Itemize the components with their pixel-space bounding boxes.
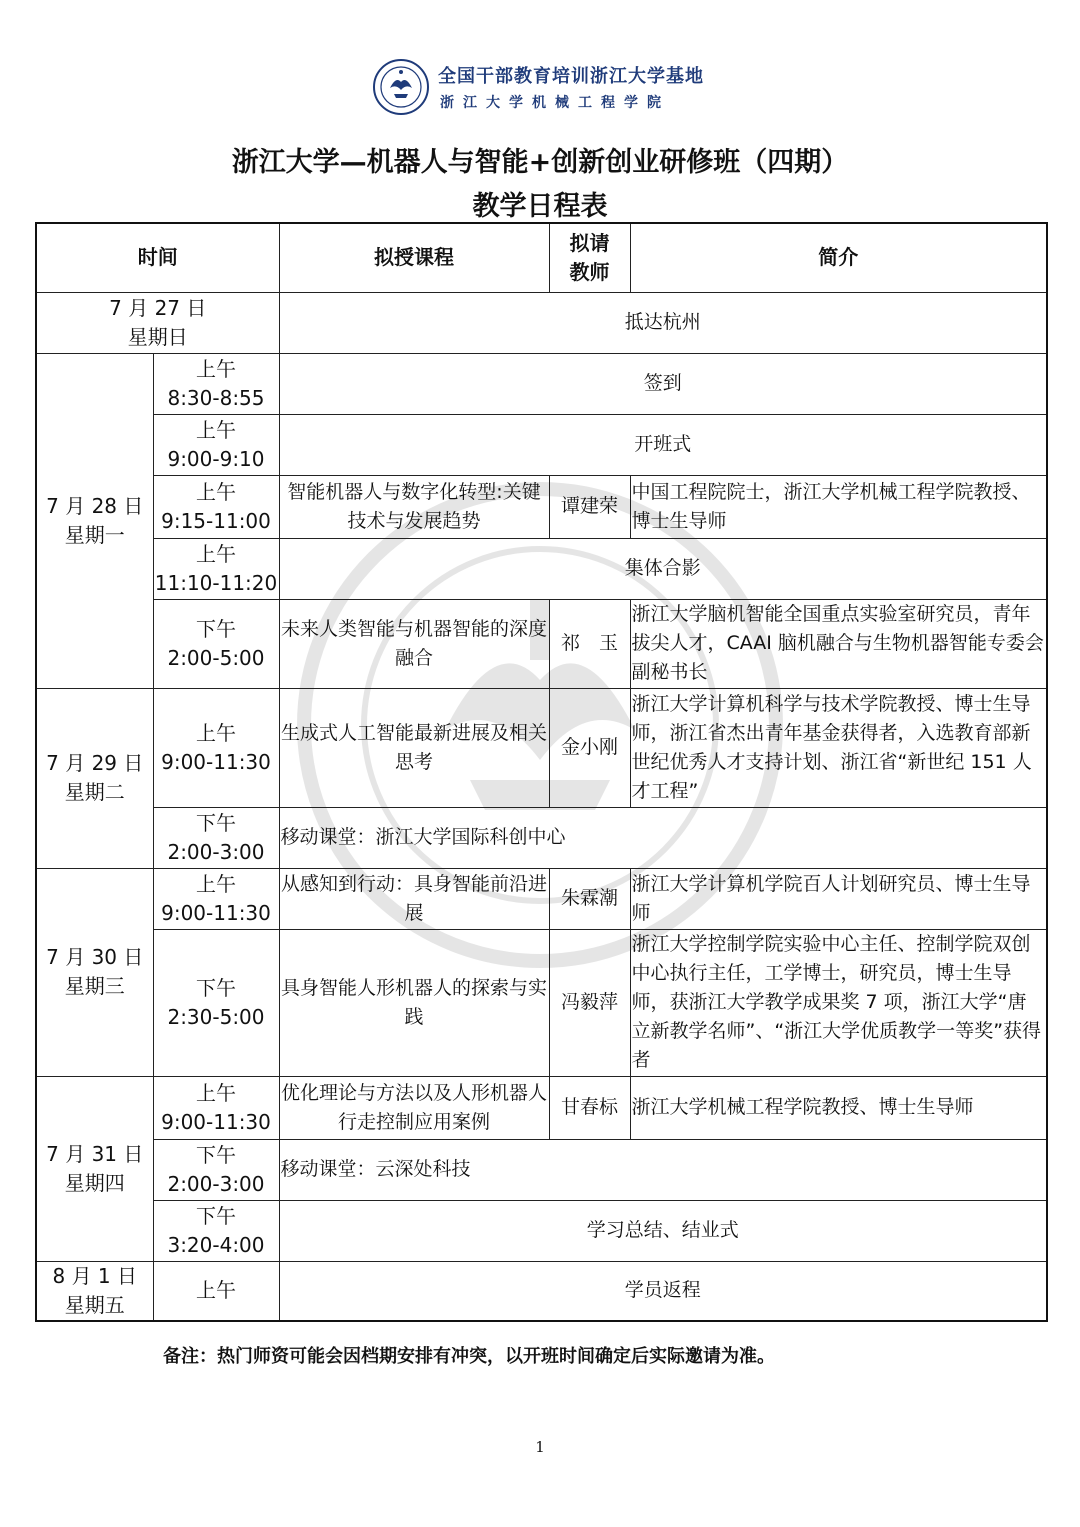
weekday-text: 星期五 bbox=[64, 1292, 125, 1317]
course-cell: 具身智能人形机器人的探索与实践 bbox=[279, 929, 549, 1076]
date-cell bbox=[36, 868, 153, 1076]
weekday-text: 星期一 bbox=[64, 522, 125, 547]
date-text: 7 月 30 日 bbox=[46, 945, 144, 969]
course-cell: 抵达杭州 bbox=[279, 292, 1047, 353]
table-header-row bbox=[36, 223, 1047, 292]
course-cell: 学习总结、结业式 bbox=[279, 1200, 1047, 1261]
time-cell bbox=[153, 599, 279, 688]
period-text: 上午 bbox=[196, 541, 236, 566]
time-cell bbox=[153, 688, 279, 807]
time-text: 11:10-11:20 bbox=[154, 570, 278, 595]
time-text: 9:00-11:30 bbox=[161, 900, 271, 925]
table-row bbox=[36, 292, 1047, 353]
table-row bbox=[36, 538, 1047, 599]
time-cell bbox=[153, 538, 279, 599]
header-time: 时间 bbox=[36, 223, 279, 292]
time-cell bbox=[153, 1076, 279, 1139]
time-text: 9:15-11:00 bbox=[161, 508, 271, 533]
intro-cell: 浙江大学脑机智能全国重点实验室研究员，青年拔尖人才，CAAI 脑机融合与生物机器智能专委会副秘书长 bbox=[630, 599, 1047, 688]
course-cell: 优化理论与方法以及人形机器人行走控制应用案例 bbox=[279, 1076, 549, 1139]
table-row bbox=[36, 688, 1047, 807]
time-text: 2:00-5:00 bbox=[167, 645, 265, 670]
table-row bbox=[36, 414, 1047, 475]
course-cell: 开班式 bbox=[279, 414, 1047, 475]
date-cell bbox=[36, 1261, 153, 1321]
date-text: 8 月 1 日 bbox=[52, 1263, 138, 1288]
intro-cell: 中国工程院院士，浙江大学机械工程学院教授、博士生导师 bbox=[630, 475, 1047, 538]
date-text: 7 月 31 日 bbox=[46, 1141, 144, 1166]
period-text: 上午 bbox=[196, 417, 236, 442]
table-row bbox=[36, 807, 1047, 868]
date-cell bbox=[36, 1076, 153, 1261]
weekday-text: 星期日 bbox=[127, 324, 188, 349]
page-number: 1 bbox=[535, 1438, 545, 1456]
date-cell bbox=[36, 292, 279, 353]
date-cell bbox=[36, 688, 153, 868]
teacher-cell: 祁 玉 bbox=[549, 599, 630, 688]
course-cell: 从感知到行动：具身智能前沿进展 bbox=[279, 868, 549, 929]
time-text: 3:20-4:00 bbox=[167, 1232, 265, 1257]
period-text: 下午 bbox=[196, 1142, 236, 1167]
page-title: 浙江大学—机器人与智能+创新创业研修班（四期） bbox=[231, 147, 849, 178]
header-course: 拟授课程 bbox=[279, 223, 549, 292]
period-text: 上午 bbox=[196, 479, 236, 504]
intro-cell: 浙江大学机械工程学院教授、博士生导师 bbox=[630, 1076, 1047, 1139]
table-row bbox=[36, 929, 1047, 1076]
intro-cell: 浙江大学控制学院实验中心主任、控制学院双创中心执行主任，工学博士，研究员，博士生导师，获浙江大学教学成果奖 7 项，浙江大学“唐立新教学名师”、“浙江大学优质教学一等奖”获得者 bbox=[630, 929, 1047, 1076]
time-text: 9:00-9:10 bbox=[167, 446, 265, 471]
table-row bbox=[36, 1200, 1047, 1261]
time-cell bbox=[153, 1261, 279, 1321]
header-teacher-line1: 拟请 bbox=[569, 230, 610, 255]
date-text: 7 月 27 日 bbox=[109, 295, 207, 320]
time-text: 2:00-3:00 bbox=[167, 1171, 265, 1196]
period-text: 下午 bbox=[196, 975, 236, 1000]
time-cell bbox=[153, 929, 279, 1076]
time-cell bbox=[153, 1139, 279, 1200]
weekday-text: 星期四 bbox=[64, 1170, 125, 1195]
weekday-text: 星期二 bbox=[64, 780, 125, 804]
table-row bbox=[36, 1261, 1047, 1321]
header-teacher-line2: 教师 bbox=[569, 259, 610, 284]
course-cell: 移动课堂：云深处科技 bbox=[279, 1139, 1047, 1200]
period-text: 下午 bbox=[196, 1203, 236, 1228]
header-teacher bbox=[549, 223, 630, 292]
table-row bbox=[36, 1076, 1047, 1139]
date-cell bbox=[36, 353, 153, 688]
teacher-cell: 甘春标 bbox=[549, 1076, 630, 1139]
time-cell bbox=[153, 868, 279, 929]
course-cell: 学员返程 bbox=[279, 1261, 1047, 1321]
period-text: 上午 bbox=[196, 1080, 236, 1105]
schedule-table bbox=[35, 222, 1048, 1322]
period-text: 下午 bbox=[196, 810, 236, 835]
table-row bbox=[36, 475, 1047, 538]
time-cell bbox=[153, 807, 279, 868]
page-subtitle: 教学日程表 bbox=[472, 191, 608, 222]
time-text: 9:00-11:30 bbox=[161, 1109, 271, 1134]
time-cell bbox=[153, 353, 279, 414]
time-cell bbox=[153, 1200, 279, 1261]
period-text: 上午 bbox=[196, 720, 236, 745]
course-cell: 生成式人工智能最新进展及相关思考 bbox=[279, 688, 549, 807]
teacher-cell: 冯毅萍 bbox=[549, 929, 630, 1076]
date-text: 7 月 28 日 bbox=[46, 493, 144, 518]
period-text: 下午 bbox=[196, 616, 236, 641]
course-cell: 签到 bbox=[279, 353, 1047, 414]
teacher-cell: 朱霖潮 bbox=[549, 868, 630, 929]
table-row bbox=[36, 868, 1047, 929]
table-row bbox=[36, 1139, 1047, 1200]
table-row bbox=[36, 599, 1047, 688]
time-text: 2:00-3:00 bbox=[167, 839, 265, 864]
brand-name: 全国干部教育培训浙江大学基地 bbox=[438, 66, 704, 87]
time-cell bbox=[153, 475, 279, 538]
brand-school: 浙江大学机械工程学院 bbox=[440, 95, 670, 111]
intro-cell: 浙江大学计算机学院百人计划研究员、博士生导师 bbox=[630, 868, 1047, 929]
teacher-cell: 谭建荣 bbox=[549, 475, 630, 538]
course-cell: 集体合影 bbox=[279, 538, 1047, 599]
footnote: 备注：热门师资可能会因档期安排有冲突，以开班时间确定后实际邀请为准。 bbox=[163, 1346, 775, 1367]
period-text: 上午 bbox=[196, 356, 236, 381]
course-cell: 智能机器人与数字化转型:关键技术与发展趋势 bbox=[279, 475, 549, 538]
university-logo-icon bbox=[372, 58, 430, 116]
course-cell: 移动课堂：浙江大学国际科创中心 bbox=[279, 807, 1047, 868]
time-text: 9:00-11:30 bbox=[161, 749, 271, 774]
time-cell bbox=[153, 414, 279, 475]
table-row bbox=[36, 353, 1047, 414]
period-text: 上午 bbox=[196, 871, 236, 896]
teacher-cell: 金小刚 bbox=[549, 688, 630, 807]
intro-cell: 浙江大学计算机科学与技术学院教授、博士生导师，浙江省杰出青年基金获得者，入选教育部新世纪优秀人才支持计划、浙江省“新世纪 151 人才工程” bbox=[630, 688, 1047, 807]
date-text: 7 月 29 日 bbox=[46, 751, 144, 775]
period-text: 上午 bbox=[196, 1278, 236, 1302]
header-intro: 简介 bbox=[630, 223, 1047, 292]
time-text: 8:30-8:55 bbox=[167, 385, 265, 410]
time-text: 2:30-5:00 bbox=[167, 1004, 265, 1029]
course-cell: 未来人类智能与机器智能的深度融合 bbox=[279, 599, 549, 688]
weekday-text: 星期三 bbox=[64, 974, 125, 998]
